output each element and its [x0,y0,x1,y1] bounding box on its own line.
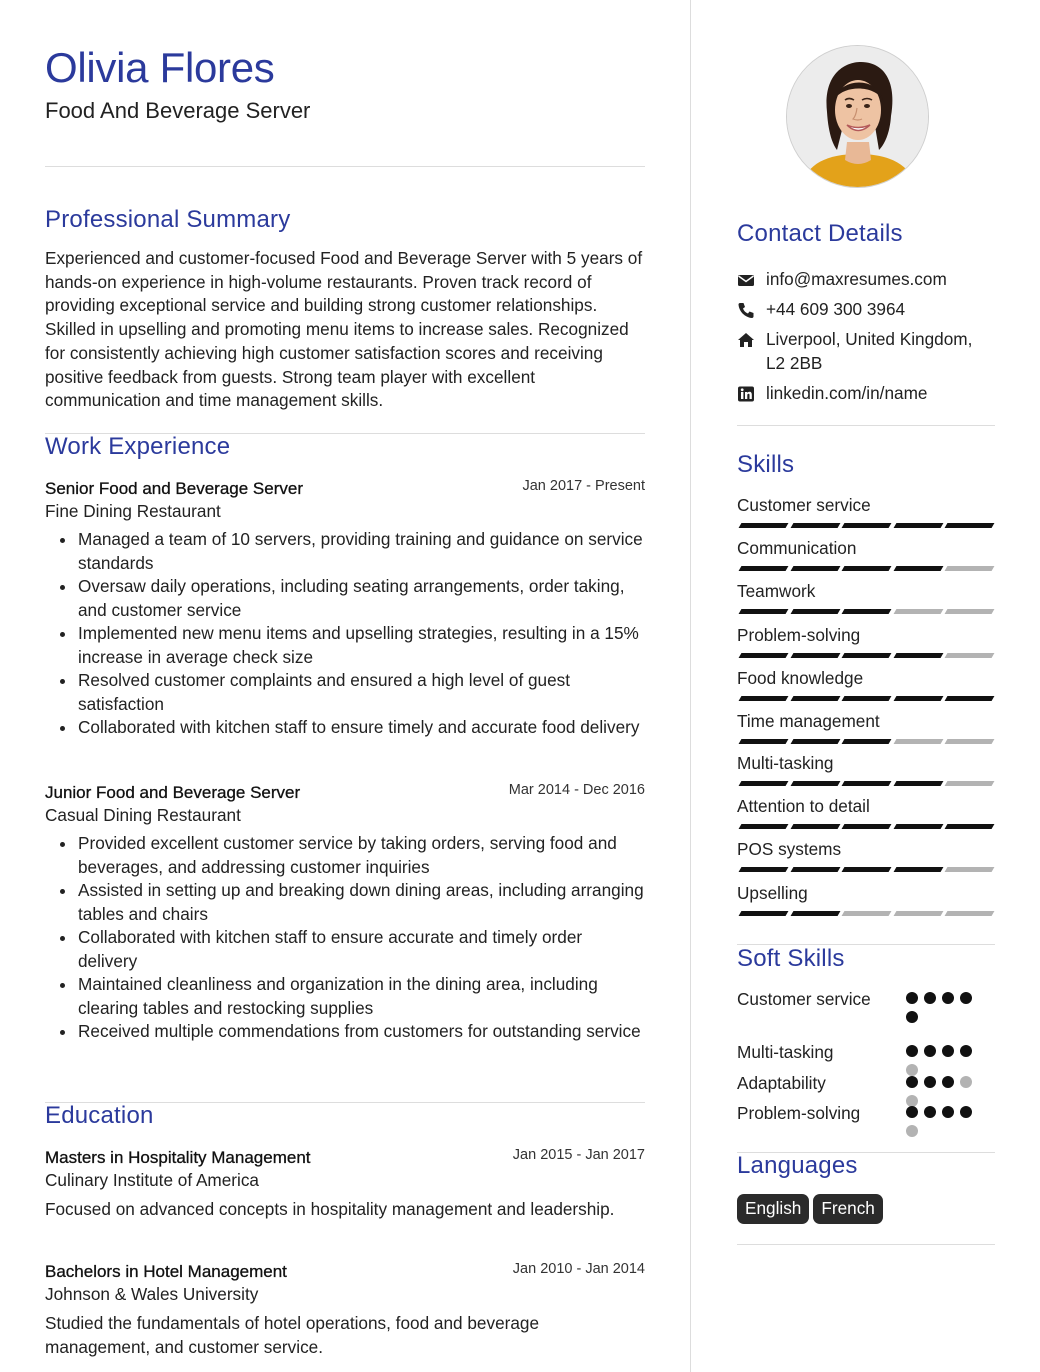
skill-item [737,581,995,602]
skill-item [737,538,995,559]
skill-item [737,753,995,774]
skill-segment-filled [842,609,892,614]
education-heading: Education [45,1102,154,1129]
soft-skills-heading: Soft Skills [737,945,845,972]
rating-dot-filled [906,1045,918,1057]
skill-level-bar [737,739,995,744]
linkedin-text: linkedin.com/in/name [766,382,928,403]
rating-dot-filled [942,1045,954,1057]
skill-name: Attention to detail [737,796,870,816]
experience-heading: Work Experience [45,433,231,460]
skill-segment-filled [790,609,840,614]
rating-dot-filled [960,992,972,1004]
skill-item [737,796,995,817]
skill-segment-filled [739,653,789,658]
job-bullets [45,832,645,1044]
languages-list [737,1194,887,1224]
skill-name: Teamwork [737,581,816,601]
profile-photo [786,45,929,188]
skill-level-bar [737,781,995,786]
skill-segment-filled [739,609,789,614]
skill-item [737,668,995,689]
skill-item [737,625,995,646]
email-text: info@maxresumes.com [766,269,947,289]
bullet-item: Managed a team of 10 servers, providing training and guidance on service standards [45,528,645,575]
education-date: Jan 2010 - Jan 2014 [512,1261,645,1277]
contact-address [737,328,995,375]
degree-title: Bachelors in Hotel Management [45,1262,287,1281]
contact-divider [737,425,995,426]
rating-dot-filled [942,1076,954,1088]
skill-segment-filled [739,696,789,701]
education-description: Studied the fundamentals of hotel operations, food and beverage management, and customer service. [45,1313,540,1357]
skill-segment-filled [790,696,840,701]
skill-segment-filled [790,523,840,528]
bullet-item: Assisted in setting up and breaking down dining areas, including arranging tables and chairs [45,879,645,926]
skill-level-bar [737,653,995,658]
contact-phone[interactable] [737,298,995,322]
skill-segment-filled [893,867,943,872]
soft-skill-name: Multi-tasking [737,1042,834,1062]
skill-segment-filled [842,523,892,528]
rating-dot-filled [906,1076,918,1088]
rating-dot-filled [942,1106,954,1118]
education-entry [45,1262,645,1359]
contact-linkedin[interactable] [737,382,995,406]
skill-name: Food knowledge [737,668,864,688]
skill-segment-empty [842,911,892,916]
skill-level-bar [737,824,995,829]
contact-list [737,268,995,412]
skill-segment-filled [790,566,840,571]
education-entry [45,1148,645,1222]
skill-segment-filled [945,824,995,829]
skill-segment-filled [739,781,789,786]
bullet-item: Received multiple commendations from customers for outstanding service [45,1020,645,1044]
school-name: Johnson & Wales University [45,1284,259,1304]
languages-divider [737,1244,995,1245]
soft-skill-item [737,989,995,1010]
soft-skill-item [737,1103,995,1124]
skill-level-bar [737,566,995,571]
skill-segment-filled [893,653,943,658]
skill-segment-empty [945,781,995,786]
skill-segment-filled [790,911,840,916]
rating-dot-filled [960,1106,972,1118]
skill-segment-filled [893,824,943,829]
degree-title: Masters in Hospitality Management [45,1148,311,1167]
rating-dot-filled [906,1011,918,1023]
soft-skill-name: Adaptability [737,1073,826,1093]
skill-item [737,883,995,904]
skill-segment-filled [739,739,789,744]
skill-segment-filled [842,653,892,658]
bullet-item: Maintained cleanliness and organization in the dining area, including clearing tables and restocking supplies [45,973,645,1020]
soft-skill-item [737,1073,995,1094]
skill-level-bar [737,911,995,916]
language-tag: English [737,1194,809,1224]
job-entry [45,479,645,740]
skill-segment-filled [739,911,789,916]
linkedin-icon [737,385,755,403]
rating-dot-filled [924,1045,936,1057]
address-text: Liverpool, United Kingdom, L2 2BB [766,329,973,373]
skill-segment-empty [945,867,995,872]
skill-segment-empty [945,653,995,658]
rating-dot-filled [924,1106,936,1118]
rating-dot-filled [924,1076,936,1088]
language-tag: French [813,1194,883,1224]
skill-segment-filled [739,824,789,829]
skill-segment-filled [842,781,892,786]
skill-level-bar [737,523,995,528]
bullet-item: Oversaw daily operations, including seating arrangements, order taking, and customer service [45,575,645,622]
school-name: Culinary Institute of America [45,1170,259,1190]
rating-dot-filled [942,992,954,1004]
job-company: Casual Dining Restaurant [45,805,241,825]
skill-segment-filled [790,824,840,829]
skill-segment-empty [945,609,995,614]
skill-level-bar [737,696,995,701]
column-divider [690,0,691,1372]
skill-segment-filled [842,566,892,571]
envelope-icon [737,271,755,289]
rating-dot-filled [906,992,918,1004]
skill-item [737,711,995,732]
skill-segment-filled [790,867,840,872]
bullet-item: Resolved customer complaints and ensured a high level of guest satisfaction [45,669,645,716]
phone-icon [737,301,755,319]
skill-segment-empty [945,911,995,916]
bullet-item: Collaborated with kitchen staff to ensure timely and accurate food delivery [45,716,645,740]
job-title: Senior Food and Beverage Server [45,479,303,498]
skill-segment-filled [842,867,892,872]
candidate-title: Food And Beverage Server [45,98,311,123]
job-entry [45,783,645,1044]
skill-segment-empty [945,739,995,744]
job-title: Junior Food and Beverage Server [45,783,301,802]
contact-email[interactable] [737,268,995,292]
skill-item [737,839,995,860]
skill-item [737,495,995,516]
education-description: Focused on advanced concepts in hospitality management and leadership. [45,1199,615,1219]
skill-segment-filled [945,696,995,701]
rating-dot-filled [960,1045,972,1057]
languages-heading: Languages [737,1152,858,1179]
bullet-item: Collaborated with kitchen staff to ensure accurate and timely order delivery [45,926,645,973]
skill-segment-empty [945,566,995,571]
skill-name: POS systems [737,839,842,859]
skill-segment-filled [893,696,943,701]
contact-heading: Contact Details [737,220,903,247]
rating-dot-filled [906,1106,918,1118]
skill-segment-filled [739,523,789,528]
skill-segment-filled [790,739,840,744]
skill-segment-empty [893,609,943,614]
summary-heading: Professional Summary [45,206,291,233]
skill-segment-filled [739,867,789,872]
skill-segment-filled [893,523,943,528]
skill-name: Communication [737,538,857,558]
skill-segment-filled [945,523,995,528]
skill-segment-filled [893,781,943,786]
header-divider [45,166,645,167]
skill-level-bar [737,609,995,614]
skill-name: Multi-tasking [737,753,834,773]
skill-segment-empty [893,739,943,744]
skill-segment-filled [893,566,943,571]
summary-text: Experienced and customer-focused Food and Beverage Server with 5 years of hands-on experience in high-volume restaurants. Proven track record of providing exceptional service and building strong customer relationships. Skilled in upselling and promoting menu items to increase sales. Recognized for consistently achieving high customer satisfaction scores and receiving positive feedback from guests. Strong team player with excellent communication and time management skills. [45,248,643,411]
candidate-name: Olivia Flores [45,44,275,91]
job-bullets [45,528,645,740]
skill-segment-filled [790,653,840,658]
phone-text: +44 609 300 3964 [766,299,906,319]
job-date: Jan 2017 - Present [522,478,645,494]
rating-dot-empty [960,1076,972,1088]
skill-segment-filled [739,566,789,571]
skill-segment-empty [893,911,943,916]
job-company: Fine Dining Restaurant [45,501,221,521]
job-date: Mar 2014 - Dec 2016 [508,782,645,798]
skill-level-bar [737,867,995,872]
profile-portrait-image [787,46,929,188]
skill-name: Upselling [737,883,808,903]
soft-skill-name: Customer service [737,989,871,1009]
rating-dot-empty [906,1125,918,1137]
skill-segment-filled [790,781,840,786]
skills-heading: Skills [737,451,795,478]
soft-skill-name: Problem-solving [737,1103,861,1123]
education-date: Jan 2015 - Jan 2017 [512,1147,645,1163]
skill-segment-filled [842,739,892,744]
bullet-item: Implemented new menu items and upselling strategies, resulting in a 15% increase in average check size [45,622,645,669]
home-icon [737,331,755,349]
skill-segment-filled [842,824,892,829]
skill-name: Problem-solving [737,625,861,645]
soft-skill-item [737,1042,995,1063]
bullet-item: Provided excellent customer service by taking orders, serving food and beverages, and addressing customer inquiries [45,832,645,879]
skill-name: Time management [737,711,880,731]
rating-dot-filled [924,992,936,1004]
skill-name: Customer service [737,495,871,515]
skill-segment-filled [842,696,892,701]
